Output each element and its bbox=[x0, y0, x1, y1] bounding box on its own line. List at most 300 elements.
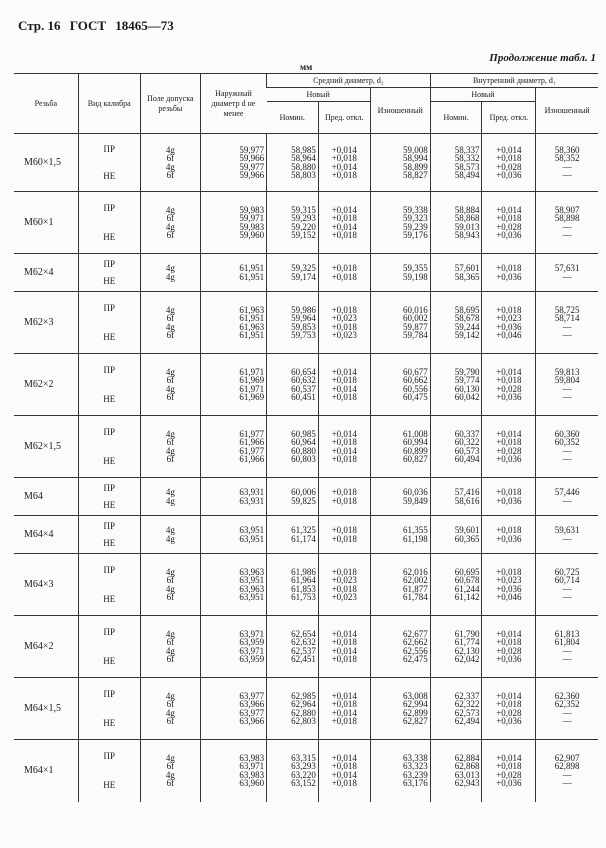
inner-diameter-worn: — bbox=[562, 495, 572, 506]
inner-diameter-worn-cell bbox=[536, 554, 598, 616]
mid-diameter-nominal: 60,880 bbox=[291, 445, 316, 456]
table-row bbox=[14, 516, 598, 554]
inner-diameter-deviation: +0,028 bbox=[496, 161, 522, 172]
table-body bbox=[14, 134, 598, 802]
outer-diameter-value: 63,951 bbox=[239, 592, 265, 602]
inner-diameter-nominal: 60,322 bbox=[454, 437, 480, 447]
tolerance-value: 6f bbox=[166, 761, 175, 772]
thread-designation: M64 bbox=[24, 491, 43, 502]
gauge-type-cell bbox=[78, 740, 140, 802]
mid-diameter-deviation: +0,014 bbox=[331, 144, 357, 155]
tolerance-value: 6f bbox=[166, 575, 175, 585]
thread-designation: M60×1 bbox=[24, 217, 54, 228]
inner-diameter-deviation-cell bbox=[482, 740, 536, 802]
tolerance-value: 4g bbox=[165, 583, 175, 594]
mid-diameter-deviation: +0,014 bbox=[331, 428, 357, 439]
inner-diameter-deviation-cell bbox=[482, 554, 536, 616]
inner-diameter-nominal: 57,416 bbox=[454, 487, 480, 497]
inner-diameter-nominal-cell bbox=[430, 134, 482, 192]
gauge-type-cell bbox=[78, 678, 140, 740]
inner-diameter-worn: — bbox=[562, 778, 572, 789]
mid-diameter-deviation: +0,018 bbox=[331, 304, 357, 315]
mid-diameter-nominal: 62,537 bbox=[291, 645, 316, 656]
outer-diameter-value: 61,963 bbox=[239, 321, 265, 332]
units-label: мм bbox=[300, 62, 313, 72]
mid-diameter-worn: 62,016 bbox=[402, 566, 428, 577]
col-inner-diameter-group: Внутренний диаметр, d₁ bbox=[430, 74, 598, 88]
inner-diameter-nominal: 62,573 bbox=[454, 707, 480, 718]
gauge-type: ПР bbox=[103, 689, 115, 699]
mid-diameter-nominal: 62,654 bbox=[291, 628, 316, 639]
gauge-type-cell bbox=[78, 354, 140, 416]
inner-diameter-worn: — bbox=[562, 769, 572, 780]
mid-diameter-deviation: +0,018 bbox=[331, 583, 357, 594]
outer-diameter-value: 59,971 bbox=[239, 213, 265, 223]
tolerance-value-cell bbox=[140, 740, 200, 802]
inner-diameter-nominal: 62,042 bbox=[454, 654, 480, 664]
mid-diameter-deviation: +0,018 bbox=[331, 525, 357, 535]
gauge-type: ПР bbox=[103, 751, 115, 762]
inner-diameter-nominal: 59,774 bbox=[454, 375, 480, 385]
mid-diameter-worn-cell bbox=[370, 616, 430, 678]
gauge-type-cell bbox=[78, 134, 140, 192]
inner-diameter-worn: — bbox=[562, 383, 572, 394]
inner-diameter-deviation: +0,014 bbox=[496, 628, 522, 639]
inner-diameter-worn-cell bbox=[536, 740, 598, 802]
gauge-type: ПР bbox=[103, 259, 115, 269]
inner-diameter-nominal: 59,601 bbox=[454, 525, 480, 535]
thread-gauge-table-wrap bbox=[14, 73, 598, 802]
thread-designation: M62×2 bbox=[24, 379, 54, 390]
gauge-type-cell bbox=[78, 554, 140, 616]
outer-diameter-value-cell bbox=[200, 416, 266, 478]
outer-diameter-value-cell bbox=[200, 354, 266, 416]
table-row bbox=[14, 740, 598, 802]
mid-diameter-worn: 60,556 bbox=[402, 383, 428, 394]
inner-diameter-nominal: 60,130 bbox=[454, 383, 480, 394]
thread-designation: M64×2 bbox=[24, 641, 54, 652]
inner-diameter-nominal: 61,774 bbox=[454, 637, 480, 647]
gauge-type-cell bbox=[78, 416, 140, 478]
inner-diameter-nominal: 59,013 bbox=[454, 221, 480, 232]
tolerance-value: 6f bbox=[166, 313, 175, 323]
inner-diameter-deviation: +0,018 bbox=[496, 153, 522, 163]
tolerance-value: 6f bbox=[166, 153, 175, 163]
inner-diameter-deviation: +0,018 bbox=[496, 487, 522, 497]
gauge-type: ПР bbox=[103, 203, 115, 213]
mid-diameter-deviation: +0,018 bbox=[331, 263, 357, 273]
inner-diameter-nominal: 60,337 bbox=[454, 428, 480, 439]
inner-diameter-deviation: +0,018 bbox=[496, 525, 522, 535]
tolerance-value: 4g bbox=[165, 769, 175, 780]
mid-diameter-deviation: +0,014 bbox=[331, 366, 357, 377]
inner-diameter-worn: 61,804 bbox=[554, 637, 580, 647]
mid-diameter-nominal-cell bbox=[267, 254, 319, 292]
inner-diameter-deviation: +0,014 bbox=[496, 690, 522, 701]
outer-diameter-value: 63,951 bbox=[239, 525, 265, 535]
inner-diameter-deviation: +0,028 bbox=[496, 221, 522, 232]
outer-diameter-value: 59,960 bbox=[239, 230, 265, 240]
mid-diameter-worn: 60,662 bbox=[402, 375, 428, 385]
inner-diameter-worn-cell bbox=[536, 516, 598, 554]
mid-diameter-deviation: +0,014 bbox=[331, 445, 357, 456]
mid-diameter-nominal: 62,985 bbox=[291, 690, 316, 701]
inner-diameter-deviation: +0,018 bbox=[496, 213, 522, 223]
table-row bbox=[14, 616, 598, 678]
mid-diameter-deviation: +0,018 bbox=[331, 654, 357, 664]
mid-diameter-deviation: +0,014 bbox=[331, 383, 357, 394]
inner-diameter-nominal: 58,573 bbox=[454, 161, 480, 172]
inner-diameter-deviation: +0,028 bbox=[496, 645, 522, 656]
gauge-type: НЕ bbox=[103, 332, 116, 342]
inner-diameter-worn-cell bbox=[536, 192, 598, 254]
mid-diameter-deviation-cell bbox=[318, 554, 370, 616]
outer-diameter-value: 63,959 bbox=[239, 637, 265, 647]
outer-diameter-value: 61,977 bbox=[239, 428, 265, 439]
table-row bbox=[14, 192, 598, 254]
mid-diameter-deviation: +0,014 bbox=[331, 221, 357, 232]
inner-diameter-worn-cell bbox=[536, 678, 598, 740]
gauge-type: НЕ bbox=[103, 594, 116, 604]
mid-diameter-worn: 63,008 bbox=[402, 690, 428, 701]
outer-diameter-value: 61,969 bbox=[239, 392, 265, 402]
gauge-type: ПР bbox=[103, 365, 115, 375]
mid-diameter-deviation-cell bbox=[318, 616, 370, 678]
inner-diameter-deviation-cell bbox=[482, 354, 536, 416]
inner-diameter-nominal: 63,013 bbox=[454, 769, 480, 780]
gauge-type-cell bbox=[78, 616, 140, 678]
tolerance-value: 6f bbox=[166, 330, 175, 340]
inner-diameter-deviation-cell bbox=[482, 616, 536, 678]
mid-diameter-worn: 63,323 bbox=[402, 761, 428, 772]
inner-diameter-worn: 62,360 bbox=[554, 690, 580, 701]
mid-diameter-deviation: +0,018 bbox=[331, 778, 357, 789]
mid-diameter-worn: 59,849 bbox=[402, 495, 428, 506]
mid-diameter-deviation: +0,018 bbox=[331, 533, 357, 544]
inner-diameter-nominal: 60,678 bbox=[454, 575, 480, 585]
outer-diameter-value: 63,983 bbox=[239, 769, 265, 780]
mid-diameter-nominal: 59,986 bbox=[291, 304, 316, 315]
thread-designation: M62×3 bbox=[24, 317, 54, 328]
inner-diameter-deviation: +0,018 bbox=[496, 263, 522, 273]
outer-diameter-value: 63,966 bbox=[239, 699, 265, 709]
gauge-type: НЕ bbox=[103, 394, 116, 404]
inner-diameter-nominal: 62,943 bbox=[454, 778, 480, 789]
inner-diameter-deviation-cell bbox=[482, 678, 536, 740]
tolerance-value: 6f bbox=[166, 654, 175, 664]
gauge-type-cell bbox=[78, 254, 140, 292]
inner-diameter-nominal-cell bbox=[430, 292, 482, 354]
mid-diameter-deviation-cell bbox=[318, 292, 370, 354]
mid-diameter-deviation: +0,018 bbox=[331, 437, 357, 447]
mid-diameter-worn: 62,899 bbox=[402, 707, 428, 718]
tolerance-value-cell bbox=[140, 516, 200, 554]
gauge-type: ПР bbox=[103, 427, 115, 437]
inner-diameter-deviation: +0,036 bbox=[496, 321, 522, 332]
inner-diameter-worn-cell bbox=[536, 416, 598, 478]
tolerance-value-cell bbox=[140, 616, 200, 678]
inner-diameter-worn: — bbox=[562, 716, 572, 726]
inner-diameter-deviation: +0,036 bbox=[496, 716, 522, 726]
inner-diameter-worn-cell bbox=[536, 616, 598, 678]
inner-diameter-worn: 60,352 bbox=[554, 437, 580, 447]
outer-diameter-value: 63,963 bbox=[239, 583, 265, 594]
inner-diameter-nominal: 59,142 bbox=[454, 330, 480, 340]
outer-diameter-value: 63,951 bbox=[239, 533, 265, 544]
mid-diameter-worn: 60,994 bbox=[402, 437, 428, 447]
tolerance-value: 6f bbox=[166, 716, 175, 726]
inner-diameter-nominal: 60,573 bbox=[454, 445, 480, 456]
table-row bbox=[14, 254, 598, 292]
inner-diameter-worn: 62,898 bbox=[554, 761, 580, 772]
inner-diameter-nominal-cell bbox=[430, 516, 482, 554]
mid-diameter-worn: 60,827 bbox=[402, 454, 428, 464]
inner-diameter-deviation-cell bbox=[482, 416, 536, 478]
mid-diameter-deviation: +0,018 bbox=[331, 699, 357, 709]
inner-diameter-worn: 61,813 bbox=[554, 628, 580, 639]
mid-diameter-worn: 61,198 bbox=[402, 533, 428, 544]
mid-diameter-deviation: +0,018 bbox=[331, 487, 357, 497]
tolerance-value: 4g bbox=[165, 628, 175, 639]
mid-diameter-worn: 61,008 bbox=[402, 428, 428, 439]
mid-diameter-nominal: 59,315 bbox=[291, 204, 316, 215]
mid-diameter-worn: 58,994 bbox=[402, 153, 428, 163]
mid-diameter-worn: 62,994 bbox=[402, 699, 428, 709]
inner-diameter-nominal: 58,494 bbox=[454, 170, 480, 180]
inner-diameter-deviation: +0,014 bbox=[496, 428, 522, 439]
outer-diameter-value-cell bbox=[200, 616, 266, 678]
mid-diameter-worn: 60,677 bbox=[402, 366, 428, 377]
mid-diameter-worn: 58,827 bbox=[402, 170, 428, 180]
tolerance-value: 6f bbox=[166, 170, 175, 180]
inner-diameter-nominal: 60,494 bbox=[454, 454, 480, 464]
inner-diameter-nominal-cell bbox=[430, 616, 482, 678]
mid-diameter-worn: 60,475 bbox=[402, 392, 428, 402]
inner-diameter-deviation-cell bbox=[482, 292, 536, 354]
inner-diameter-nominal: 60,365 bbox=[454, 533, 480, 544]
table-head bbox=[14, 74, 598, 134]
mid-diameter-nominal: 59,293 bbox=[291, 213, 316, 223]
gauge-type-cell bbox=[78, 292, 140, 354]
mid-diameter-nominal-cell bbox=[267, 134, 319, 192]
mid-diameter-nominal: 63,293 bbox=[291, 761, 316, 772]
thread-designation: M64×4 bbox=[24, 529, 54, 540]
tolerance-value-cell bbox=[140, 192, 200, 254]
mid-diameter-nominal: 62,803 bbox=[291, 716, 316, 726]
inner-diameter-worn: 58,725 bbox=[554, 304, 580, 315]
mid-diameter-worn: 63,239 bbox=[402, 769, 428, 780]
mid-diameter-deviation: +0,014 bbox=[331, 204, 357, 215]
inner-diameter-worn-cell bbox=[536, 292, 598, 354]
mid-diameter-nominal-cell bbox=[267, 616, 319, 678]
inner-diameter-nominal: 61,244 bbox=[454, 583, 480, 594]
tolerance-value-cell bbox=[140, 478, 200, 516]
tolerance-value-cell bbox=[140, 554, 200, 616]
inner-diameter-worn: — bbox=[562, 170, 572, 180]
mid-diameter-deviation: +0,018 bbox=[331, 716, 357, 726]
standard-label: ГОСТ bbox=[69, 18, 107, 33]
outer-diameter-value: 61,966 bbox=[239, 437, 265, 447]
mid-diameter-nominal: 60,985 bbox=[291, 428, 316, 439]
inner-diameter-nominal: 62,130 bbox=[454, 645, 480, 656]
outer-diameter-value: 63,971 bbox=[239, 628, 265, 639]
mid-diameter-nominal-cell bbox=[267, 678, 319, 740]
mid-diameter-deviation: +0,018 bbox=[331, 170, 357, 180]
inner-diameter-worn: — bbox=[562, 592, 572, 602]
inner-diameter-deviation: +0,028 bbox=[496, 445, 522, 456]
mid-diameter-deviation: +0,014 bbox=[331, 752, 357, 763]
inner-diameter-worn: — bbox=[562, 583, 572, 594]
table-row bbox=[14, 554, 598, 616]
inner-diameter-deviation: +0,046 bbox=[496, 592, 522, 602]
inner-diameter-worn: — bbox=[562, 330, 572, 340]
mid-diameter-nominal: 60,632 bbox=[291, 375, 316, 385]
outer-diameter-value-cell bbox=[200, 134, 266, 192]
tolerance-value: 4g bbox=[165, 690, 175, 701]
inner-diameter-nominal: 59,790 bbox=[454, 366, 480, 377]
outer-diameter-value: 59,966 bbox=[239, 153, 265, 163]
outer-diameter-value: 63,971 bbox=[239, 645, 265, 656]
inner-diameter-deviation: +0,036 bbox=[496, 392, 522, 402]
inner-diameter-worn: 58,360 bbox=[554, 144, 580, 155]
thread-designation: M62×4 bbox=[24, 267, 54, 278]
col-inner-nom: Номин. bbox=[430, 102, 482, 134]
inner-diameter-deviation: +0,036 bbox=[496, 778, 522, 789]
tolerance-value: 4g bbox=[165, 487, 175, 497]
outer-diameter-value: 61,951 bbox=[239, 313, 265, 323]
gauge-type: ПР bbox=[103, 144, 115, 154]
outer-diameter-value: 63,959 bbox=[239, 654, 265, 664]
inner-diameter-nominal: 58,695 bbox=[454, 304, 480, 315]
outer-diameter-value-cell bbox=[200, 678, 266, 740]
inner-diameter-worn-cell bbox=[536, 478, 598, 516]
mid-diameter-nominal: 58,880 bbox=[291, 161, 316, 172]
inner-diameter-worn: — bbox=[562, 454, 572, 464]
outer-diameter-value: 61,951 bbox=[239, 271, 265, 282]
inner-diameter-nominal: 58,365 bbox=[454, 271, 480, 282]
mid-diameter-nominal: 59,152 bbox=[291, 230, 316, 240]
inner-diameter-nominal: 58,337 bbox=[454, 144, 480, 155]
tolerance-value: 4g bbox=[165, 263, 175, 273]
inner-diameter-nominal-cell bbox=[430, 354, 482, 416]
inner-diameter-nominal: 62,494 bbox=[454, 716, 480, 726]
mid-diameter-deviation: +0,018 bbox=[331, 271, 357, 282]
inner-diameter-deviation: +0,018 bbox=[496, 761, 522, 772]
outer-diameter-value: 63,966 bbox=[239, 716, 265, 726]
inner-diameter-nominal: 62,868 bbox=[454, 761, 480, 772]
mid-diameter-deviation: +0,014 bbox=[331, 707, 357, 718]
table-row bbox=[14, 478, 598, 516]
mid-diameter-deviation: +0,014 bbox=[331, 690, 357, 701]
inner-diameter-worn: 62,352 bbox=[554, 699, 580, 709]
gauge-type-cell bbox=[78, 192, 140, 254]
mid-diameter-worn: 59,355 bbox=[402, 263, 428, 273]
inner-diameter-nominal: 58,678 bbox=[454, 313, 480, 323]
mid-diameter-worn-cell bbox=[370, 254, 430, 292]
inner-diameter-worn-cell bbox=[536, 254, 598, 292]
tolerance-value: 6f bbox=[166, 230, 175, 240]
gauge-type: НЕ bbox=[103, 500, 116, 510]
inner-diameter-deviation: +0,023 bbox=[496, 313, 522, 323]
table-row bbox=[14, 678, 598, 740]
tolerance-value: 4g bbox=[165, 533, 175, 544]
inner-diameter-deviation: +0,018 bbox=[496, 566, 522, 577]
tolerance-value: 6f bbox=[166, 392, 175, 402]
mid-diameter-deviation: +0,014 bbox=[331, 645, 357, 656]
mid-diameter-worn: 59,877 bbox=[402, 321, 428, 332]
inner-diameter-deviation: +0,018 bbox=[496, 437, 522, 447]
gauge-type-cell bbox=[78, 516, 140, 554]
inner-diameter-worn: — bbox=[562, 321, 572, 332]
outer-diameter-value: 63,971 bbox=[239, 761, 265, 772]
outer-diameter-value: 59,977 bbox=[239, 161, 265, 172]
mid-diameter-nominal: 58,964 bbox=[291, 153, 316, 163]
mid-diameter-nominal-cell bbox=[267, 740, 319, 802]
inner-diameter-nominal-cell bbox=[430, 678, 482, 740]
inner-diameter-worn: 60,714 bbox=[554, 575, 580, 585]
mid-diameter-nominal: 63,220 bbox=[291, 769, 316, 780]
inner-diameter-deviation: +0,036 bbox=[496, 495, 522, 506]
inner-diameter-nominal-cell bbox=[430, 478, 482, 516]
inner-diameter-deviation: +0,018 bbox=[496, 375, 522, 385]
tolerance-value: 4g bbox=[165, 428, 175, 439]
inner-diameter-deviation: +0,028 bbox=[496, 769, 522, 780]
col-inner-new: Новый bbox=[430, 88, 536, 102]
inner-diameter-worn: 59,804 bbox=[554, 375, 580, 385]
inner-diameter-deviation: +0,014 bbox=[496, 752, 522, 763]
mid-diameter-deviation: +0,018 bbox=[331, 495, 357, 506]
gauge-type: ПР bbox=[103, 627, 115, 637]
tolerance-value: 4g bbox=[165, 271, 175, 282]
inner-diameter-worn-cell bbox=[536, 134, 598, 192]
tolerance-value: 4g bbox=[165, 566, 175, 577]
mid-diameter-nominal: 60,654 bbox=[291, 366, 316, 377]
tolerance-value-cell bbox=[140, 354, 200, 416]
outer-diameter-value: 61,966 bbox=[239, 454, 265, 464]
mid-diameter-deviation-cell bbox=[318, 134, 370, 192]
mid-diameter-worn: 62,556 bbox=[402, 645, 428, 656]
inner-diameter-deviation: +0,036 bbox=[496, 654, 522, 664]
inner-diameter-nominal: 60,695 bbox=[454, 566, 480, 577]
col-outer-diameter: Наружный диаметр d не менее bbox=[200, 74, 266, 134]
gauge-type: НЕ bbox=[103, 456, 116, 466]
inner-diameter-nominal: 58,332 bbox=[454, 153, 480, 163]
inner-diameter-deviation: +0,014 bbox=[496, 366, 522, 377]
table-row bbox=[14, 134, 598, 192]
tolerance-value-cell bbox=[140, 254, 200, 292]
outer-diameter-value: 59,966 bbox=[239, 170, 265, 180]
inner-diameter-worn: 60,725 bbox=[554, 566, 580, 577]
mid-diameter-nominal-cell bbox=[267, 478, 319, 516]
outer-diameter-value-cell bbox=[200, 740, 266, 802]
tolerance-value-cell bbox=[140, 292, 200, 354]
tolerance-value: 4g bbox=[165, 445, 175, 456]
outer-diameter-value: 63,983 bbox=[239, 752, 265, 763]
mid-diameter-deviation-cell bbox=[318, 354, 370, 416]
outer-diameter-value: 63,931 bbox=[239, 495, 265, 506]
tolerance-value: 6f bbox=[166, 213, 175, 223]
mid-diameter-deviation: +0,018 bbox=[331, 213, 357, 223]
col-inner-dev: Пред. откл. bbox=[482, 102, 536, 134]
mid-diameter-nominal: 62,451 bbox=[291, 654, 316, 664]
inner-diameter-deviation: +0,023 bbox=[496, 575, 522, 585]
mid-diameter-worn-cell bbox=[370, 478, 430, 516]
continuation-label: Продолжение табл. 1 bbox=[489, 52, 596, 64]
inner-diameter-nominal: 58,616 bbox=[454, 495, 480, 506]
mid-diameter-deviation-cell bbox=[318, 416, 370, 478]
thread-designation: M64×3 bbox=[24, 579, 54, 590]
mid-diameter-worn: 59,008 bbox=[402, 144, 428, 155]
